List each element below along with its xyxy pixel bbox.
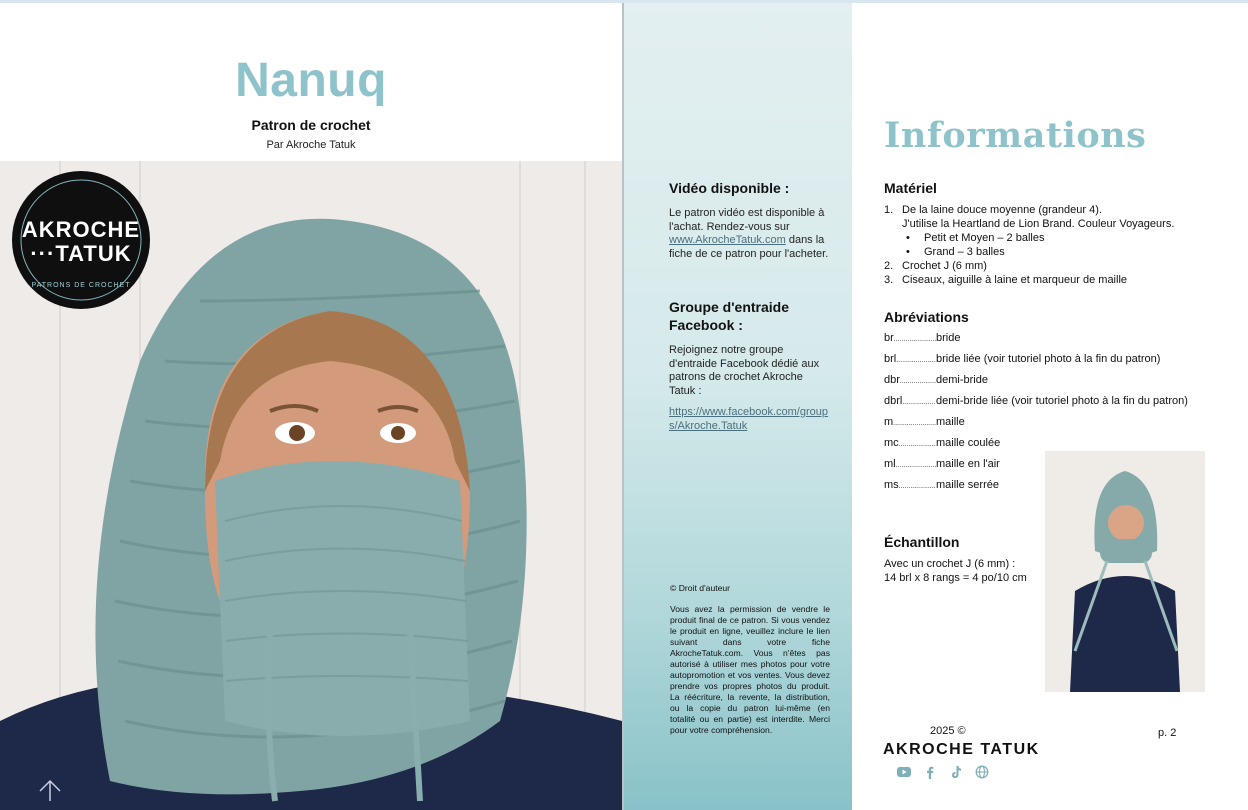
group-text: Rejoignez notre groupe d'entraide Facebook dédié aux patrons de crochet Akroche Tatuk : bbox=[669, 344, 820, 397]
materiel-title: Matériel bbox=[884, 180, 937, 196]
list-item: 3. Ciseaux, aiguille à laine et marqueur de maille bbox=[884, 274, 1128, 286]
list-item: br ..... bride bbox=[884, 331, 1056, 345]
globe-icon[interactable] bbox=[975, 765, 989, 779]
materiel-list bbox=[884, 203, 1224, 287]
pattern-subtitle: Patron de crochet bbox=[251, 117, 371, 133]
info-title: Informations bbox=[884, 115, 1147, 156]
facebook-group-link[interactable]: https://www.facebook.com/groups/Akroche.Tatuk bbox=[669, 406, 828, 432]
group-title: Groupe d'entraide Facebook : bbox=[669, 299, 790, 333]
tiktok-icon[interactable] bbox=[949, 765, 963, 779]
facebook-icon[interactable] bbox=[923, 765, 937, 779]
footer-logo: AKROCHE TATUK bbox=[883, 741, 1040, 758]
middle-sidebar bbox=[622, 3, 854, 810]
footer-year: 2025 © bbox=[930, 725, 966, 737]
copyright-text: Vous avez la permission de vendre le produit final de ce patron. Si vous vendez le produit en ligne, veuillez inclure le lien suivant dans votre fiche AkrocheTatuk.com. Vous n'êtes pas autorisé à utiliser mes photos pour votre autopromotion et vos ventes. Vous devez prendre vos propres photos du produit. La réécriture, la revente, la distribution, ou la copie du patron lui-même (en totalité ou en partie) est interdite. Merci pour votre compréhension. bbox=[670, 604, 830, 735]
svg-text:AKROCHE: AKROCHE bbox=[21, 217, 141, 242]
product-thumbnail-photo bbox=[1045, 451, 1205, 692]
list-item: J'utilise la Heartland de Lion Brand. Couleur Voyageurs. bbox=[902, 218, 1175, 230]
right-page bbox=[852, 3, 1248, 810]
group-section bbox=[669, 298, 829, 433]
sample-title: Échantillon bbox=[884, 534, 960, 550]
video-title: Vidéo disponible : bbox=[669, 180, 790, 196]
list-item: ms ..... maille serrée bbox=[884, 478, 1076, 492]
video-text: Le patron vidéo est disponible à l'achat. Rendez-vous sur www.AkrocheTatuk.com dans la fiche de ce patron pour l'acheter. bbox=[669, 207, 829, 260]
video-section bbox=[669, 179, 829, 261]
list-item: mc ..... maille coulée bbox=[884, 436, 1076, 450]
copyright-section bbox=[670, 583, 830, 736]
list-item: dbrl ..... demi-bride liée (voir tutoriel photo à la fin du patron) bbox=[884, 394, 1189, 408]
video-link[interactable]: www.AkrocheTatuk.com bbox=[669, 234, 786, 246]
social-icons bbox=[897, 765, 989, 779]
akroche-tatuk-logo bbox=[12, 171, 150, 309]
list-item: • Grand – 3 balles bbox=[884, 245, 1224, 259]
svg-text:···TATUK: ···TATUK bbox=[30, 241, 132, 266]
copyright-title: © Droit d'auteur bbox=[670, 583, 731, 593]
list-item: m ..... maille bbox=[884, 415, 1076, 429]
list-item: brl ..... bride liée (voir tutoriel photo à la fin du patron) bbox=[884, 352, 1189, 366]
youtube-icon[interactable] bbox=[897, 765, 911, 779]
list-item: • Petit et Moyen – 2 balles bbox=[884, 231, 1224, 245]
abbr-title: Abréviations bbox=[884, 309, 969, 325]
list-item: 2. Crochet J (6 mm) bbox=[884, 260, 987, 272]
list-item: ml ..... maille en l'air bbox=[884, 457, 1076, 471]
page-number: p. 2 bbox=[1158, 727, 1177, 739]
sample-text: Avec un crochet J (6 mm) : 14 brl x 8 rangs = 4 po/10 cm bbox=[884, 558, 1027, 584]
left-page bbox=[0, 3, 622, 810]
pattern-title: Nanuq bbox=[235, 54, 387, 107]
list-item: dbr ..... demi-bride bbox=[884, 373, 1189, 387]
pattern-byline: Par Akroche Tatuk bbox=[266, 139, 356, 151]
list-item: 1. De la laine douce moyenne (grandeur 4). bbox=[884, 204, 1102, 216]
svg-text:PATRONS DE CROCHET: PATRONS DE CROCHET bbox=[31, 282, 131, 289]
